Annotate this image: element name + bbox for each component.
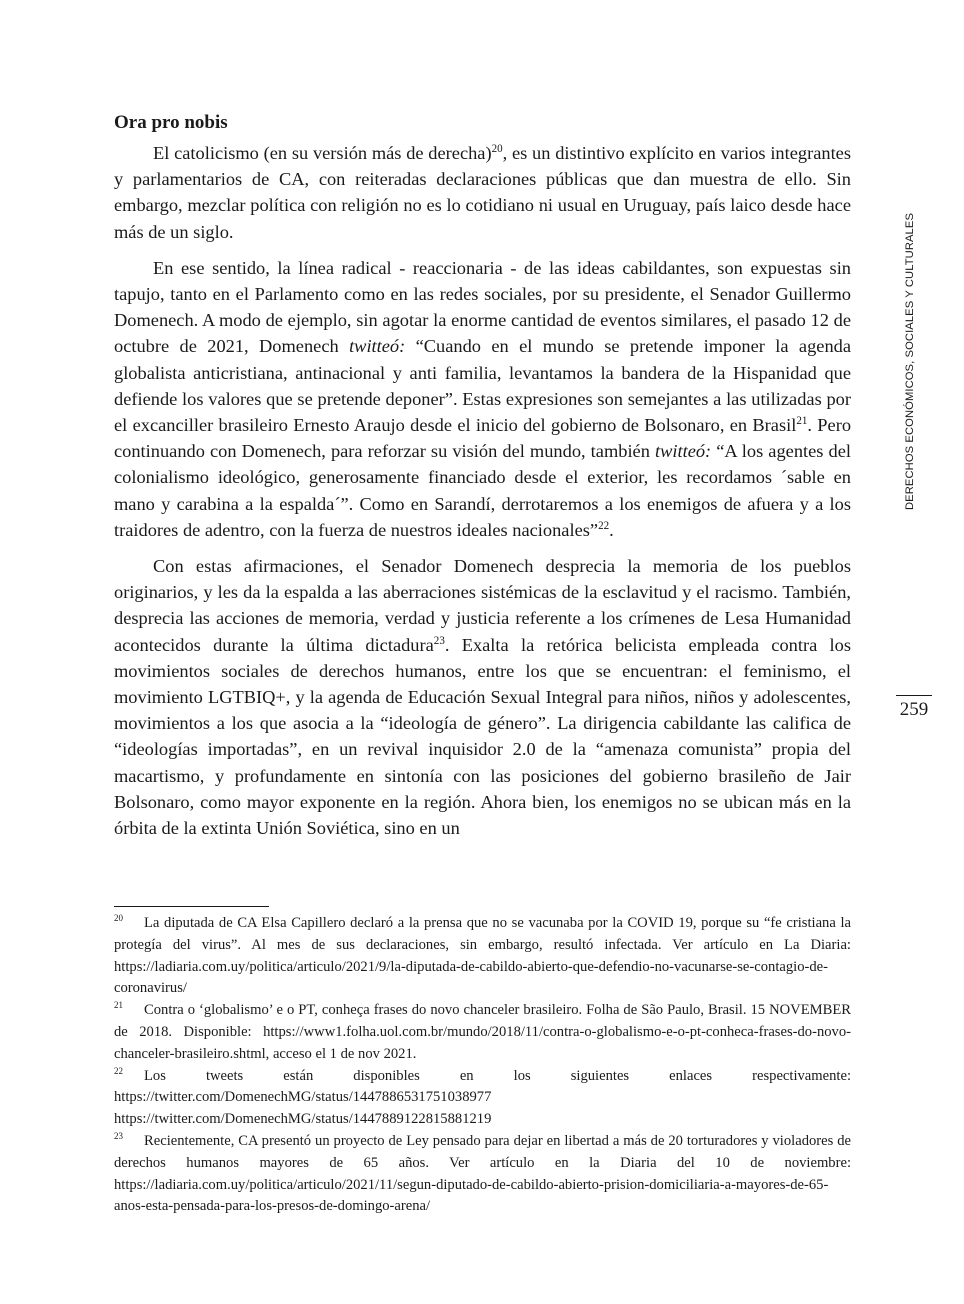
main-text-column [114, 108, 851, 851]
footnote-divider [114, 906, 269, 907]
page-number: 259 [899, 699, 929, 720]
paragraph-3-text-a: Con estas afirmaciones, el Senador Domenech desprecia la memoria de los pueblos originarios, y les da la espalda a las aberraciones sistémicas de la esclavitud y el racismo. También, desprecia las acciones de memoria, verdad y justicia referente a los crímenes de Lesa Humanidad acontecidos durante la última dictadura [114, 556, 851, 655]
paragraph-2-emphasis-2: twitteó: [655, 441, 712, 462]
paragraph-2 [114, 255, 851, 543]
paragraph-2-text-c: . Pero continuando con Domenech, para reforzar su visión del mundo, también [114, 415, 852, 462]
footnote-ref-21[interactable]: 21 [796, 414, 808, 427]
footnote-text: La diputada de CA Elsa Capillero declaró a la prensa que no se vacunaba por la COVID 19, porque su “fe cristiana la protegía del virus”. Al mes de sus declaraciones, sin embargo, resultó infectada. Ver artículo en La Diaria: https://ladiaria.com.uy/politica/articulo/2021/9/la-diputada-de-cabildo-abierto-que-defendio-no-vacunarse-se-contagio-de-coronavirus/ [114, 915, 851, 997]
paragraph-2-text-d: “A los agentes del colonialismo ideológico, generosamente financiado desde el exterior, les recordamos ´sable en mano y carabina a la espalda´”. Como en Sarandí, derrotaremos a los enemigos de afuera y a los traidores de adentro, con la fuerza de nuestros ideales nacionales” [114, 441, 851, 540]
footnote-22: 22 Los tweets están disponibles en los siguientes enlaces respectivamente: https://twitter.com/DomenechMG/status/1447886531751038977 https://twitter.com/DomenechMG/status/1447889122815881219 [114, 1065, 851, 1128]
footnote-21: 21 Contra o ‘globalismo’ e o PT, conheça frases do novo chanceler brasileiro. Folha de São Paulo, Brasil. 15 NOVEMBER de 2018. Disponible: https://www1.folha.uol.com.br/mundo/2018/11/contra-o-globalismo-e-o-pt-conheca-frases-do-novo-chanceler-brasileiro.shtml, acceso el 1 de nov 2021. [114, 1000, 851, 1062]
footnote-ref-20[interactable]: 20 [491, 142, 503, 155]
section-heading: Ora pro nobis [114, 112, 228, 133]
footnote-text: Los tweets están disponibles en los siguientes enlaces respectivamente: https://twitter.com/DomenechMG/status/1447886531751038977 https://twitter.com/DomenechMG/status/1447889122815881219 [114, 1067, 851, 1128]
paragraph-2-text-b: “Cuando en el mundo se pretende imponer la agenda globalista anticristiana, antinacional y anti familia, levantamos la bandera de la Hispanidad que defiende los valores que se pretende deponer”. Estas expresiones son semejantes a las utilizadas por el excanciller brasileiro Ernesto Araujo desde el inicio del gobierno de Bolsonaro, en Brasil [114, 336, 851, 436]
paragraph-3 [114, 553, 851, 841]
paragraph-2-emphasis-1: twitteó: [349, 336, 406, 357]
footnote-ref-23[interactable]: 23 [433, 634, 445, 647]
paragraph-3-text-b: . Exalta la retórica belicista empleada contra los movimientos sociales de derechos humanos, entre los que se encuentran: el feminismo, el movimiento LGTBIQ+, y la agenda de Educación Sexual Integral para niños, niños y adolescentes, movimientos a los que asocia a la “ideología de género”. La dirigencia cabildante las califica de “ideologías importadas”, en un revival inquisidor 2.0 de la “amenaza comunista” propia del macartismo, y profundamente en sintonía con las posiciones del gobierno brasileño de Jair Bolsonaro, como mayor exponente en la región. Ahora bien, los enemigos no se ubican más en la órbita de la extinta Unión Soviética, sino en un [114, 634, 851, 839]
paragraph-2-text-e: . [609, 519, 614, 540]
footnote-23: 23 Recientemente, CA presentó un proyecto de Ley pensado para dejar en libertad a más de 20 torturadores y violadores de derechos humanos mayores de 65 años. Ver artículo en la Diaria del 10 de noviembre: https://ladiaria.com.uy/politica/articulo/2021/11/segun-diputado-de-cabildo-abierto-prision-domiciliaria-a-mayores-de-65-anos-esta-pensada-para-los-presos-de-domingo-arena/ [114, 1131, 851, 1215]
paragraph-1-text-a: El catolicismo (en su versión más de derecha) [153, 143, 492, 163]
footnote-ref-22[interactable]: 22 [598, 519, 610, 532]
footnote-20: 20 La diputada de CA Elsa Capillero declaró a la prensa que no se vacunaba por la COVID 19, porque su “fe cristiana la protegía del virus”. Al mes de sus declaraciones, sin embargo, resultó infectada. Ver artículo en La Diaria: https://ladiaria.com.uy/politica/articulo/2021/9/la-diputada-de-cabildo-abierto-que-defendio-no-vacunarse-se-contagio-de-coronavirus/ [114, 913, 851, 997]
paragraph-1 [114, 140, 851, 245]
footnote-text: Contra o ‘globalismo’ e o PT, conheça frases do novo chanceler brasileiro. Folha de São Paulo, Brasil. 15 NOVEMBER de 2018. Disponible: https://www1.folha.uol.com.br/mundo/2018/11/contra-o-globalismo-e-o-pt-conheca-frases-do-novo-chanceler-brasileiro.shtml, acceso el 1 de nov 2021. [114, 1002, 851, 1062]
footnote-text: Recientemente, CA presentó un proyecto de Ley pensado para dejar en libertad a más de 20 torturadores y violadores de derechos humanos mayores de 65 años. Ver artículo en la Diaria del 10 de noviembre: https://ladiaria.com.uy/politica/articulo/2021/11/segun-diputado-de-cabildo-abierto-prision-domiciliaria-a-mayores-de-65-anos-esta-pensada-para-los-presos-de-domingo-arena/ [114, 1132, 851, 1215]
footnotes-section [114, 913, 851, 1218]
paragraph-1-text-b: , es un distintivo explícito en varios integrantes y parlamentarios de CA, con reiteradas declaraciones públicas que dan muestra de ello. Sin embargo, mezclar política con religión no es lo cotidiano ni usual en Uruguay, país laico desde hace más de un siglo. [114, 143, 851, 242]
page-number-rule [896, 695, 932, 696]
paragraph-2-text-a: En ese sentido, la línea radical - reaccionaria - de las ideas cabildantes, son expuestas sin tapujo, tanto en el Parlamento como en las redes sociales, por su presidente, el Senador Guillermo Domenech. A modo de ejemplo, sin agotar la enorme cantidad de eventos similares, el pasado 12 de octubre de 2021, Domenech [114, 257, 851, 357]
running-header-vertical: DERECHOS ECONÓMICOS, SOCIALES Y CULTURALES [904, 212, 916, 510]
